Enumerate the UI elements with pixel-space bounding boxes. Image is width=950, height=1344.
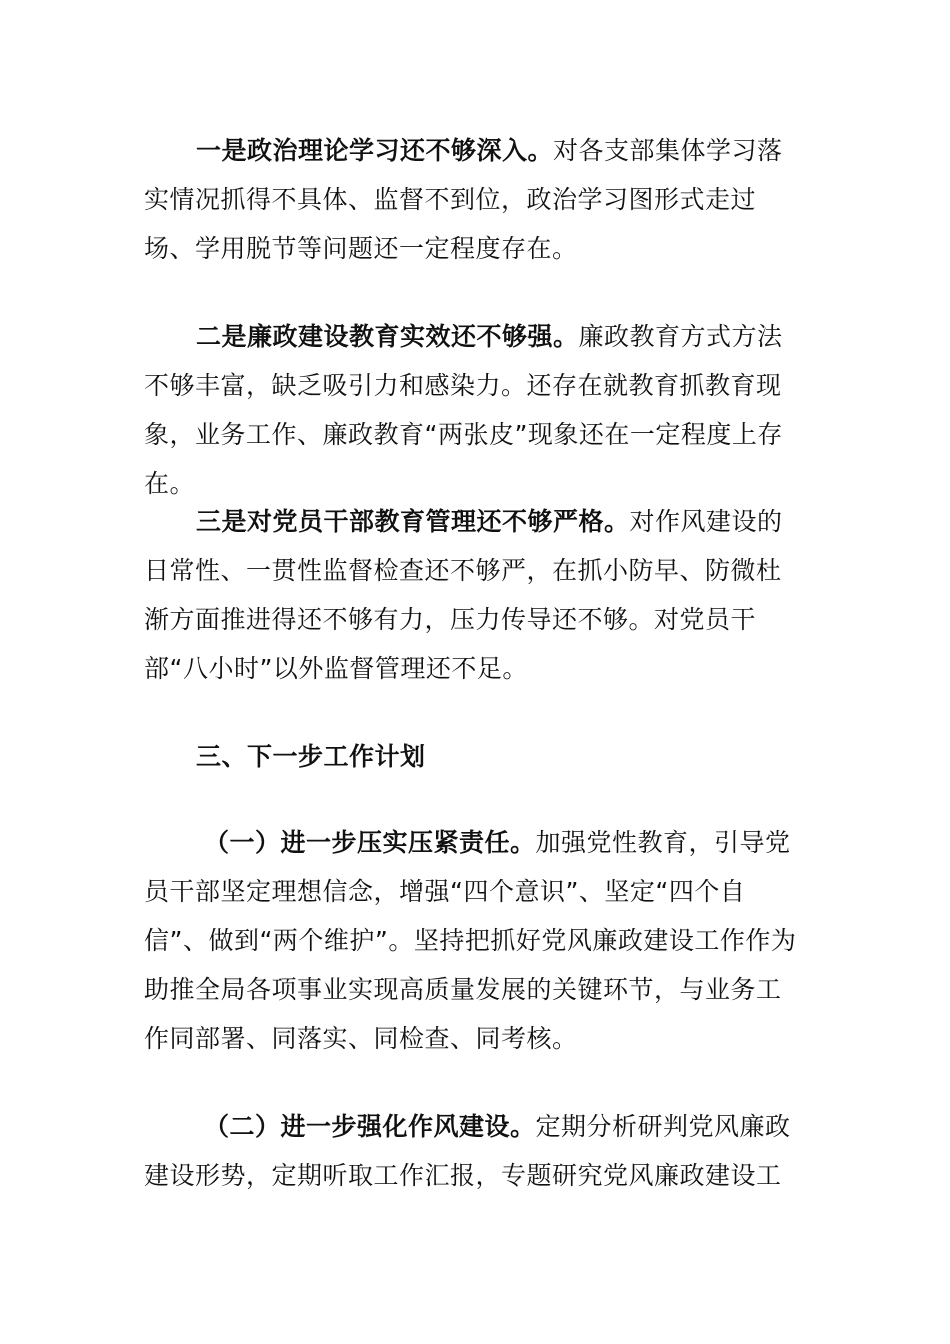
plan-item-lead: （一）进一步压实压紧责任。 bbox=[204, 828, 536, 857]
section-heading-text: 三、下一步工作计划 bbox=[196, 742, 426, 771]
paragraph-body: 对各支部集体学习落实情况抓得不具体、监督不到位，政治学习图形式走过场、学用脱节等问题还一定程度存在。 bbox=[144, 136, 783, 263]
section-heading bbox=[144, 732, 806, 781]
paragraph-lead: 三是对党员干部教育管理还不够严格。 bbox=[196, 507, 630, 536]
problem-paragraph-1 bbox=[144, 126, 806, 273]
problem-paragraph-3 bbox=[144, 497, 806, 693]
plan-item-1 bbox=[144, 818, 806, 1063]
paragraph-body: 廉政教育方式方法不够丰富，缺乏吸引力和感染力。还存在就教育抓教育现象，业务工作、廉政教育“两张皮”现象还在一定程度上存在。 bbox=[144, 322, 783, 498]
plan-item-body: 定期分析研判党风廉政建设形势，定期听取工作汇报，专题研究党风廉政建设工 bbox=[144, 1112, 791, 1190]
paragraph-body: 对作风建设的日常性、一贯性监督检查还不够严，在抓小防早、防微杜渐方面推进得还不够有力，压力传导还不够。对党员干部“八小时”以外监督管理还不足。 bbox=[144, 507, 783, 683]
plan-item-body: 加强党性教育，引导党员干部坚定理想信念，增强“四个意识”、坚定“四个自信”、做到“两个维护”。坚持把抓好党风廉政建设工作作为助推全局各项事业实现高质量发展的关键环节，与业务工作同部署、同落实、同检查、同考核。 bbox=[144, 828, 797, 1053]
plan-item-lead: （二）进一步强化作风建设。 bbox=[204, 1112, 536, 1141]
plan-item-2 bbox=[144, 1102, 806, 1200]
paragraph-lead: 二是廉政建设教育实效还不够强。 bbox=[196, 322, 579, 351]
paragraph-lead: 一是政治理论学习还不够深入。 bbox=[196, 136, 554, 165]
problem-paragraph-2 bbox=[144, 312, 806, 508]
